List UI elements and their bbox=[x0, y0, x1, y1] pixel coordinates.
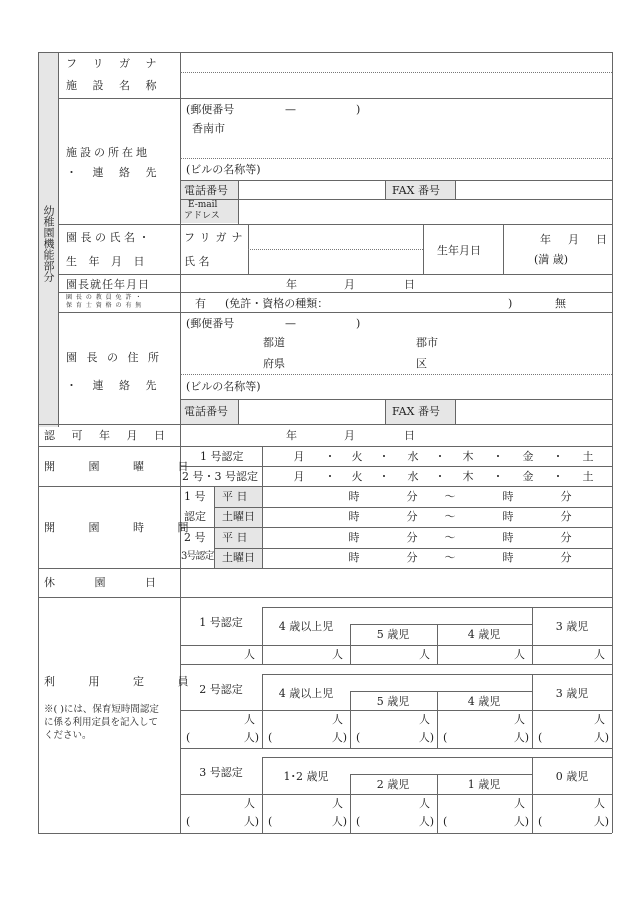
approval-label: 認 可 年 月 日 bbox=[44, 429, 165, 442]
license-type-label: (免許・資格の種類： bbox=[225, 297, 329, 310]
capacity-unit-0-3[interactable]: 人 bbox=[514, 648, 525, 661]
tenure-day: 日 bbox=[404, 278, 415, 291]
capacity-age-c-2: 0 歳児 bbox=[555, 770, 589, 783]
closed-days-label: 休 園 日 bbox=[44, 576, 156, 589]
hours-end-hour-3[interactable]: 時 bbox=[502, 551, 514, 564]
director-name-label-2: 生 年 月 日 bbox=[66, 255, 145, 268]
day-8[interactable]: 金 bbox=[522, 450, 534, 463]
capacity-paren-open-1-3: ( bbox=[443, 731, 448, 744]
hours-day-2: 平 日 bbox=[222, 531, 248, 544]
hours-end-hour-0[interactable]: 時 bbox=[502, 490, 514, 503]
capacity-unit-0-4[interactable]: 人 bbox=[594, 648, 605, 661]
capacity-age-a-0: 5 歳児 bbox=[376, 628, 410, 641]
hours-start-min-2[interactable]: 分 bbox=[406, 531, 418, 544]
facility-furigana-input[interactable] bbox=[182, 54, 610, 71]
hours-tilde-3: 〜 bbox=[444, 551, 456, 564]
hours-start-hour-2[interactable]: 時 bbox=[348, 531, 360, 544]
capacity-cert-2: 3 号認定 bbox=[199, 766, 243, 779]
capacity-paren-close-2-0[interactable]: 人) bbox=[243, 815, 259, 828]
facility-tel-input[interactable] bbox=[240, 182, 384, 198]
director-birth-year: 年 bbox=[540, 233, 551, 246]
facility-tel-label: 電話番号 bbox=[184, 184, 228, 197]
capacity-age-a-2: 2 歳児 bbox=[376, 778, 410, 791]
day-separator: ・ bbox=[378, 450, 390, 463]
director-todo: 都道 bbox=[263, 336, 285, 349]
day-0[interactable]: 月 bbox=[293, 450, 305, 463]
capacity-paren-open-2-1: ( bbox=[268, 815, 273, 828]
day-4[interactable]: 水 bbox=[407, 450, 419, 463]
director-fax-input[interactable] bbox=[457, 401, 610, 423]
capacity-paren-close-1-4[interactable]: 人) bbox=[593, 731, 609, 744]
capacity-paren-close-2-3[interactable]: 人) bbox=[513, 815, 529, 828]
capacity-paren-open-2-3: ( bbox=[443, 815, 448, 828]
director-fuken: 府県 bbox=[263, 357, 285, 370]
closed-days-input[interactable] bbox=[182, 570, 610, 596]
day-separator: ・ bbox=[552, 470, 564, 483]
capacity-unit-2-0[interactable]: 人 bbox=[244, 797, 255, 810]
facility-email-input[interactable] bbox=[240, 201, 610, 223]
day-separator: ・ bbox=[434, 450, 446, 463]
opening-days-label: 開 園 曜 日 bbox=[44, 460, 189, 473]
capacity-paren-close-1-1[interactable]: 人) bbox=[331, 731, 347, 744]
hours-start-hour-3[interactable]: 時 bbox=[348, 551, 360, 564]
capacity-paren-close-2-4[interactable]: 人) bbox=[593, 815, 609, 828]
facility-postal-dash: — bbox=[285, 103, 296, 116]
facility-address-label-1: 施設の所在地 bbox=[66, 146, 150, 159]
tenure-month: 月 bbox=[344, 278, 355, 291]
capacity-unit-2-2[interactable]: 人 bbox=[419, 797, 430, 810]
capacity-age-b-0: 4 歳児 bbox=[467, 628, 501, 641]
days-cert-2: 2 号・3 号認定 bbox=[182, 470, 258, 483]
approval-day: 日 bbox=[404, 429, 415, 442]
facility-email-label-1: E-mail bbox=[188, 200, 218, 210]
license-label-1: 園 長 の 教 員 免 許 ・ bbox=[66, 294, 143, 301]
capacity-paren-open-1-4: ( bbox=[538, 731, 543, 744]
capacity-note-3: ください。 bbox=[44, 730, 92, 741]
hours-cert-1a: 1 号 bbox=[184, 490, 206, 503]
facility-address-label-2: ・ 連 絡 先 bbox=[66, 166, 157, 179]
hours-day-1: 土曜日 bbox=[222, 510, 255, 523]
hours-day-0: 平 日 bbox=[222, 490, 248, 503]
facility-fax-label: FAX 番号 bbox=[392, 184, 440, 197]
facility-city: 香南市 bbox=[192, 122, 225, 135]
capacity-paren-open-2-0: ( bbox=[186, 815, 191, 828]
capacity-unit-2-3[interactable]: 人 bbox=[514, 797, 525, 810]
hours-end-min-1[interactable]: 分 bbox=[560, 510, 572, 523]
director-postal-close: ) bbox=[356, 317, 361, 330]
day-separator: ・ bbox=[324, 450, 336, 463]
hours-cert-2b: 3号認定 bbox=[181, 551, 214, 562]
capacity-paren-open-2-2: ( bbox=[356, 815, 361, 828]
hours-cert-2a: 2 号 bbox=[184, 531, 206, 544]
hours-start-hour-1[interactable]: 時 bbox=[348, 510, 360, 523]
capacity-paren-close-1-0[interactable]: 人) bbox=[243, 731, 259, 744]
section-label: 幼稚園機能部分 bbox=[42, 205, 55, 282]
capacity-unit-1-1[interactable]: 人 bbox=[332, 713, 343, 726]
capacity-paren-open-1-1: ( bbox=[268, 731, 273, 744]
license-no[interactable]: 無 bbox=[555, 297, 566, 310]
license-close: ) bbox=[508, 297, 513, 310]
facility-postal-label: (郵便番号 bbox=[186, 103, 235, 116]
capacity-unit-1-2[interactable]: 人 bbox=[419, 713, 430, 726]
director-age: (満 歳) bbox=[534, 253, 569, 266]
hours-start-min-0[interactable]: 分 bbox=[406, 490, 418, 503]
facility-fax-input[interactable] bbox=[457, 182, 610, 198]
days-cert-1: 1 号認定 bbox=[200, 450, 244, 463]
hours-tilde-2: 〜 bbox=[444, 531, 456, 544]
hours-tilde-0: 〜 bbox=[444, 490, 456, 503]
hours-end-min-3[interactable]: 分 bbox=[560, 551, 572, 564]
day-2[interactable]: 火 bbox=[351, 470, 363, 483]
capacity-unit-0-2[interactable]: 人 bbox=[419, 648, 430, 661]
day-6[interactable]: 木 bbox=[462, 470, 474, 483]
director-birth-month: 月 bbox=[568, 233, 579, 246]
capacity-age-b-1: 4 歳児 bbox=[467, 695, 501, 708]
director-address-label-1: 園 長 の 住 所 bbox=[66, 351, 162, 364]
director-birth-label: 生年月日 bbox=[437, 244, 481, 257]
capacity-unit-2-1[interactable]: 人 bbox=[332, 797, 343, 810]
capacity-unit-1-3[interactable]: 人 bbox=[514, 713, 525, 726]
license-label-2: 保 育 士 資 格 の 有 無 bbox=[66, 302, 143, 309]
day-separator: ・ bbox=[434, 470, 446, 483]
tenure-year: 年 bbox=[286, 278, 297, 291]
capacity-note-2: に係る利用定員を記入して bbox=[44, 717, 159, 728]
day-6[interactable]: 木 bbox=[462, 450, 474, 463]
day-separator: ・ bbox=[552, 450, 564, 463]
director-tel-input[interactable] bbox=[240, 401, 384, 423]
hours-end-min-0[interactable]: 分 bbox=[560, 490, 572, 503]
director-address-label-2: ・ 連 絡 先 bbox=[66, 379, 157, 392]
hours-end-min-2[interactable]: 分 bbox=[560, 531, 572, 544]
day-4[interactable]: 水 bbox=[407, 470, 419, 483]
capacity-unit-1-4[interactable]: 人 bbox=[594, 713, 605, 726]
hours-end-hour-1[interactable]: 時 bbox=[502, 510, 514, 523]
director-building-label: (ビルの名称等) bbox=[186, 380, 261, 393]
facility-name-input[interactable] bbox=[182, 74, 610, 97]
capacity-unit-0-1[interactable]: 人 bbox=[332, 648, 343, 661]
director-furigana-label: フリガナ bbox=[184, 231, 248, 244]
capacity-cert-1: 2 号認定 bbox=[199, 683, 243, 696]
day-separator: ・ bbox=[492, 470, 504, 483]
capacity-unit-1-0[interactable]: 人 bbox=[244, 713, 255, 726]
director-birth-day: 日 bbox=[596, 233, 607, 246]
capacity-paren-close-1-2[interactable]: 人) bbox=[418, 731, 434, 744]
opening-hours-label: 開 園 時 間 bbox=[44, 521, 189, 534]
director-name-label-1: 園 長 の 氏 名 ・ bbox=[66, 231, 150, 244]
director-name-label: 氏 名 bbox=[184, 255, 210, 268]
day-8[interactable]: 金 bbox=[522, 470, 534, 483]
capacity-paren-open-1-2: ( bbox=[356, 731, 361, 744]
capacity-paren-close-2-1[interactable]: 人) bbox=[331, 815, 347, 828]
capacity-paren-close-1-3[interactable]: 人) bbox=[513, 731, 529, 744]
capacity-cert-0: 1 号認定 bbox=[199, 616, 243, 629]
director-postal-dash: — bbox=[285, 317, 296, 330]
director-ku: 区 bbox=[416, 357, 427, 370]
director-tel-label: 電話番号 bbox=[184, 405, 228, 418]
capacity-paren-close-2-2[interactable]: 人) bbox=[418, 815, 434, 828]
facility-name-label: 施 設 名 称 bbox=[66, 79, 157, 92]
day-separator: ・ bbox=[492, 450, 504, 463]
director-fax-label: FAX 番号 bbox=[392, 405, 440, 418]
capacity-unit-2-4[interactable]: 人 bbox=[594, 797, 605, 810]
approval-year: 年 bbox=[286, 429, 297, 442]
hours-start-min-1[interactable]: 分 bbox=[406, 510, 418, 523]
capacity-label: 利 用 定 員 bbox=[44, 675, 189, 688]
hours-end-hour-2[interactable]: 時 bbox=[502, 531, 514, 544]
capacity-over-2: 1･2 歳児 bbox=[283, 770, 329, 783]
day-separator: ・ bbox=[378, 470, 390, 483]
capacity-unit-0-0[interactable]: 人 bbox=[244, 648, 255, 661]
capacity-age-b-2: 1 歳児 bbox=[467, 778, 501, 791]
approval-month: 月 bbox=[344, 429, 355, 442]
hours-tilde-1: 〜 bbox=[444, 510, 456, 523]
director-postal-label: (郵便番号 bbox=[186, 317, 235, 330]
day-2[interactable]: 火 bbox=[351, 450, 363, 463]
capacity-paren-open-1-0: ( bbox=[186, 731, 191, 744]
capacity-paren-open-2-4: ( bbox=[538, 815, 543, 828]
capacity-note-1: ※( )には、保育短時間認定 bbox=[44, 704, 159, 715]
facility-email-label-2: アドレス bbox=[184, 211, 220, 221]
day-10[interactable]: 土 bbox=[582, 450, 594, 463]
director-gun: 郡市 bbox=[416, 336, 438, 349]
hours-cert-1b: 認定 bbox=[184, 510, 206, 523]
facility-furigana-label: フ リ ガ ナ bbox=[66, 57, 157, 70]
capacity-age-c-0: 3 歳児 bbox=[555, 620, 589, 633]
capacity-age-c-1: 3 歳児 bbox=[555, 687, 589, 700]
hours-start-hour-0[interactable]: 時 bbox=[348, 490, 360, 503]
capacity-over-1: 4 歳以上児 bbox=[278, 687, 334, 700]
tenure-label: 園長就任年月日 bbox=[66, 278, 150, 291]
day-0[interactable]: 月 bbox=[293, 470, 305, 483]
day-10[interactable]: 土 bbox=[582, 470, 594, 483]
license-yes[interactable]: 有 bbox=[195, 297, 206, 310]
day-separator: ・ bbox=[324, 470, 336, 483]
hours-day-3: 土曜日 bbox=[222, 551, 255, 564]
capacity-age-a-1: 5 歳児 bbox=[376, 695, 410, 708]
facility-building-label: (ビルの名称等) bbox=[186, 163, 261, 176]
facility-postal-close: ) bbox=[356, 103, 361, 116]
capacity-over-0: 4 歳以上児 bbox=[278, 620, 334, 633]
hours-start-min-3[interactable]: 分 bbox=[406, 551, 418, 564]
